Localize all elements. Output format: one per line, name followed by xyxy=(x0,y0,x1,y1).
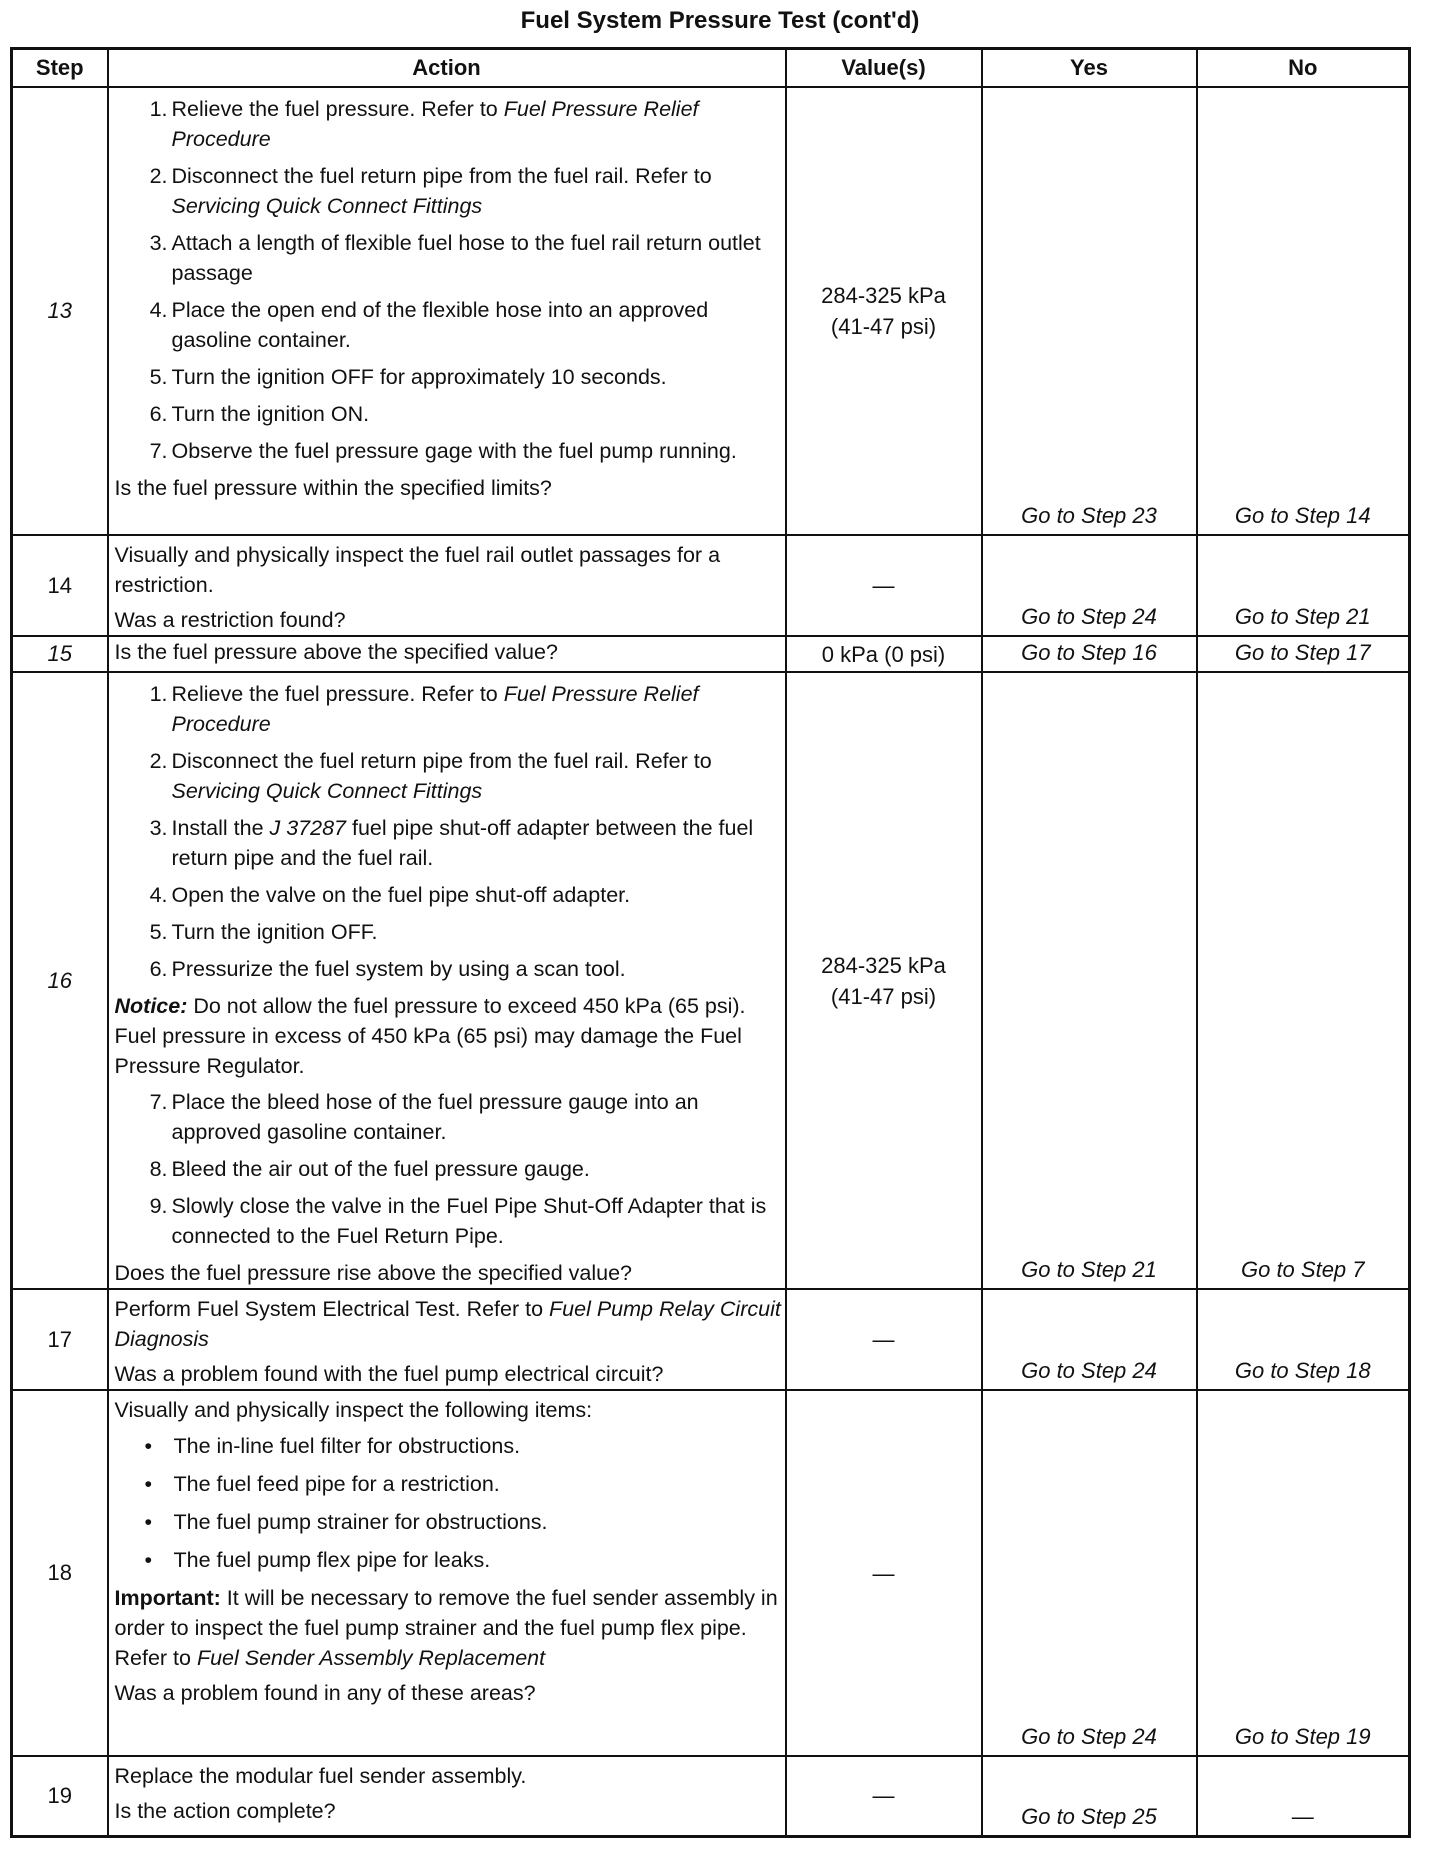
header-step: Step xyxy=(12,49,108,88)
question-text: Is the fuel pressure above the specified value? xyxy=(114,640,558,664)
no-answer[interactable]: Go to Step 19 xyxy=(1197,1390,1410,1756)
list-item: • The in-line fuel filter for obstructions. xyxy=(144,1434,521,1458)
page-title: Fuel System Pressure Test (cont'd) xyxy=(520,7,920,34)
question-text: Was a restriction found? xyxy=(114,608,346,632)
question-text: Does the fuel pressure rise above the specified value? xyxy=(114,1261,633,1285)
yes-answer[interactable]: Go to Step 24 xyxy=(982,535,1197,636)
reference-link[interactable]: Fuel Pump Relay Circuit Diagnosis xyxy=(114,1297,781,1351)
reference-link[interactable]: Fuel Pressure Relief Procedure xyxy=(171,682,699,736)
yes-answer[interactable]: Go to Step 25 xyxy=(982,1756,1197,1836)
action-cell xyxy=(108,1390,786,1756)
action-text: Visually and physically inspect the following items: xyxy=(114,1398,593,1422)
list-item: 4. Place the open end of the flexible hose into an approved gasoline container. xyxy=(149,298,709,352)
list-item: • The fuel pump flex pipe for leaks. xyxy=(144,1548,491,1572)
value-cell: 0 kPa (0 psi) xyxy=(786,636,982,672)
action-cell xyxy=(108,1756,786,1836)
header-values: Value(s) xyxy=(786,49,982,88)
yes-answer[interactable]: Go to Step 24 xyxy=(982,1289,1197,1390)
list-item: 7. Observe the fuel pressure gage with the fuel pump running. xyxy=(149,439,737,463)
no-answer[interactable]: Go to Step 14 xyxy=(1197,87,1410,535)
reference-link[interactable]: Fuel Sender Assembly Replacement xyxy=(196,1646,546,1670)
list-item: • The fuel feed pipe for a restriction. xyxy=(144,1472,500,1496)
yes-answer[interactable]: Go to Step 23 xyxy=(982,87,1197,535)
list-item: 6. Turn the ignition ON. xyxy=(149,402,370,426)
value-cell: — xyxy=(786,1289,982,1390)
action-text: Perform Fuel System Electrical Test. Refer to Fuel Pump Relay Circuit Diagnosis xyxy=(114,1297,781,1351)
no-answer[interactable]: Go to Step 17 xyxy=(1197,636,1410,672)
step-number: 13 xyxy=(12,87,108,535)
list-item: 9. Slowly close the valve in the Fuel Pipe Shut-Off Adapter that is connected to the Fuel Return Pipe. xyxy=(149,1194,767,1248)
question-text: Was a problem found in any of these areas? xyxy=(114,1681,536,1705)
table-row-step-13 xyxy=(12,87,1410,535)
list-item: 8. Bleed the air out of the fuel pressure gauge. xyxy=(149,1157,590,1181)
value-cell: — xyxy=(786,535,982,636)
step-number: 17 xyxy=(12,1289,108,1390)
list-item: 3. Install the J 37287 fuel pipe shut-off adapter between the fuel return pipe and the fuel rail. xyxy=(149,816,754,870)
table-row-step-14 xyxy=(12,535,1410,636)
header-yes: Yes xyxy=(982,49,1197,88)
numbered-list xyxy=(109,679,785,984)
question-text: Is the fuel pressure within the specified limits? xyxy=(114,476,552,500)
table-header-row xyxy=(12,49,1410,88)
header-no: No xyxy=(1197,49,1410,88)
reference-link[interactable]: Fuel Pressure Relief Procedure xyxy=(171,97,699,151)
yes-answer[interactable]: Go to Step 24 xyxy=(982,1390,1197,1756)
list-item: 1. Relieve the fuel pressure. Refer to Fuel Pressure Relief Procedure xyxy=(149,682,699,736)
question-text: Was a problem found with the fuel pump electrical circuit? xyxy=(114,1362,664,1386)
list-item: 7. Place the bleed hose of the fuel pressure gauge into an approved gasoline container. xyxy=(149,1090,699,1144)
reference-link[interactable]: Servicing Quick Connect Fittings xyxy=(171,779,483,803)
table-row-step-17 xyxy=(12,1289,1410,1390)
list-item: 3. Attach a length of flexible fuel hose to the fuel rail return outlet passage xyxy=(149,231,761,285)
no-answer[interactable]: Go to Step 18 xyxy=(1197,1289,1410,1390)
notice-label: Notice: xyxy=(114,994,188,1018)
step-number: 15 xyxy=(12,636,108,672)
action-cell xyxy=(108,672,786,1289)
action-cell xyxy=(108,535,786,636)
action-cell xyxy=(108,636,786,672)
value-cell: 284-325 kPa (41-47 psi) xyxy=(786,672,982,1289)
list-item: 2. Disconnect the fuel return pipe from the fuel rail. Refer to Servicing Quick Connect Fittings xyxy=(149,749,712,803)
bullet-list xyxy=(109,1431,785,1575)
list-item: 5. Turn the ignition OFF for approximately 10 seconds. xyxy=(149,365,667,389)
action-cell xyxy=(108,1289,786,1390)
notice-block: Notice: Do not allow the fuel pressure to exceed 450 kPa (65 psi). Fuel pressure in excess of 450 kPa (65 psi) may damage the Fuel Pressure Regulator. xyxy=(114,994,746,1078)
action-cell xyxy=(108,87,786,535)
diagnostic-table xyxy=(10,47,1411,1838)
important-block: Important: It will be necessary to remove the fuel sender assembly in order to inspect the fuel pump strainer and the fuel pump flex pipe. Refer to Fuel Sender Assembly Replacement xyxy=(114,1586,778,1670)
list-item: 1. Relieve the fuel pressure. Refer to Fuel Pressure Relief Procedure xyxy=(149,97,699,151)
value-cell: 284-325 kPa (41-47 psi) xyxy=(786,87,982,535)
yes-answer[interactable]: Go to Step 21 xyxy=(982,672,1197,1289)
yes-answer[interactable]: Go to Step 16 xyxy=(982,636,1197,672)
table-row-step-16 xyxy=(12,672,1410,1289)
table-row-step-15 xyxy=(12,636,1410,672)
list-item: 2. Disconnect the fuel return pipe from the fuel rail. Refer to Servicing Quick Connect Fittings xyxy=(149,164,712,218)
no-answer[interactable]: Go to Step 21 xyxy=(1197,535,1410,636)
step-number: 19 xyxy=(12,1756,108,1836)
table-row-step-18 xyxy=(12,1390,1410,1756)
header-action: Action xyxy=(108,49,786,88)
tool-reference: J 37287 xyxy=(269,816,347,840)
no-answer: — xyxy=(1197,1756,1410,1836)
action-text: Replace the modular fuel sender assembly. xyxy=(114,1764,527,1788)
list-item: 5. Turn the ignition OFF. xyxy=(149,920,378,944)
question-text: Is the action complete? xyxy=(114,1799,336,1823)
step-number: 16 xyxy=(12,672,108,1289)
list-item: • The fuel pump strainer for obstructions. xyxy=(144,1510,548,1534)
reference-link[interactable]: Servicing Quick Connect Fittings xyxy=(171,194,483,218)
step-number: 14 xyxy=(12,535,108,636)
value-cell: — xyxy=(786,1756,982,1836)
important-label: Important: xyxy=(114,1586,221,1610)
no-answer[interactable]: Go to Step 7 xyxy=(1197,672,1410,1289)
value-cell: — xyxy=(786,1390,982,1756)
action-text: Visually and physically inspect the fuel rail outlet passages for a restriction. xyxy=(114,543,721,597)
list-item: 6. Pressurize the fuel system by using a scan tool. xyxy=(149,957,626,981)
numbered-list xyxy=(109,94,785,466)
numbered-list xyxy=(109,1087,785,1251)
table-row-step-19 xyxy=(12,1756,1410,1836)
step-number: 18 xyxy=(12,1390,108,1756)
list-item: 4. Open the valve on the fuel pipe shut-off adapter. xyxy=(149,883,631,907)
